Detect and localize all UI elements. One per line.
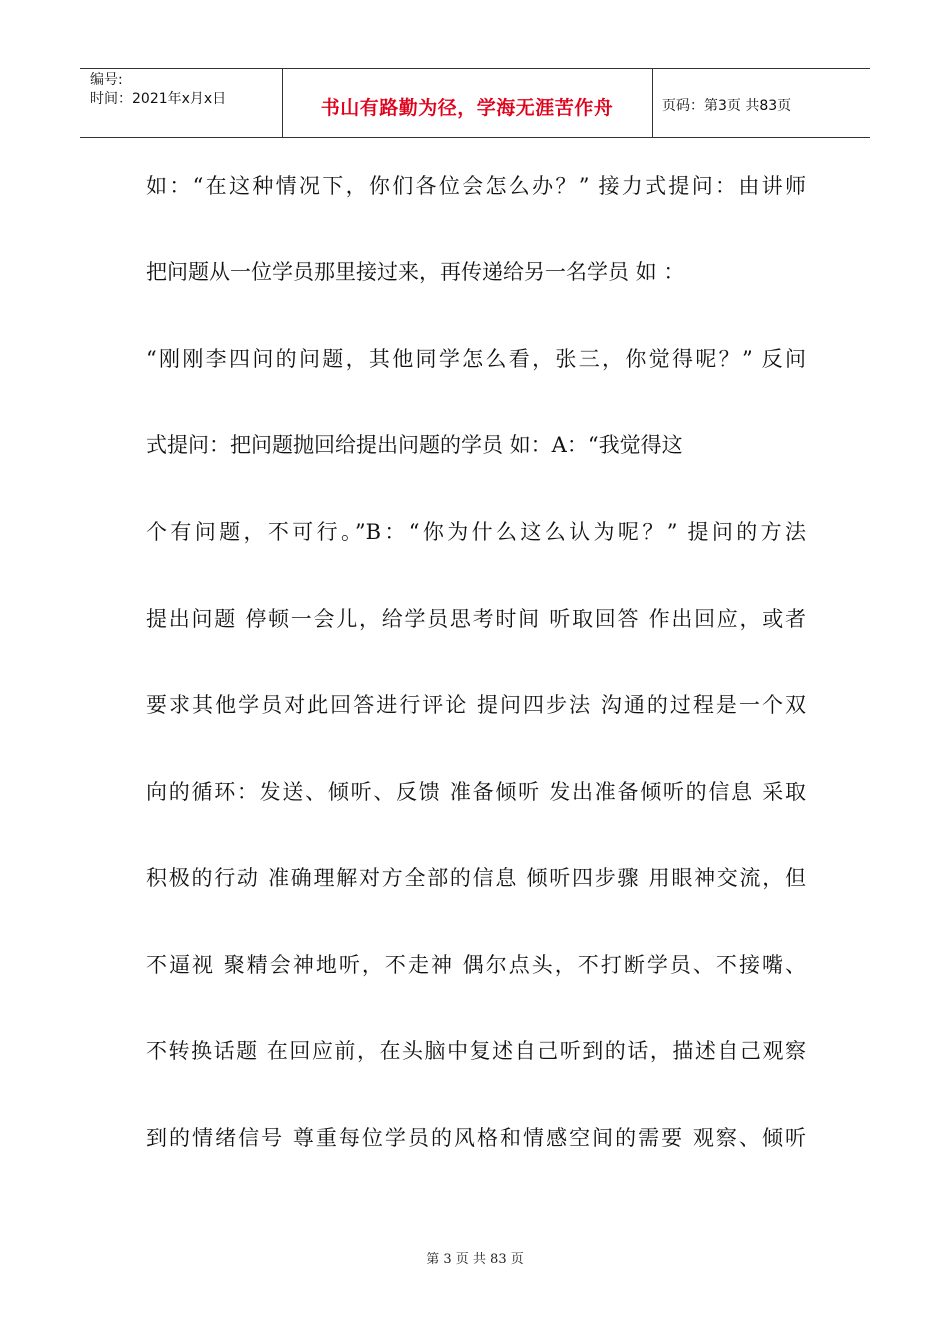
body-line: “刚刚李四问的问题，其他同学怎么看，张三，你觉得呢？” 反问 xyxy=(146,347,806,371)
body-line: 到的情绪信号 尊重每位学员的风格和情感空间的需要 观察、倾听 xyxy=(146,1126,806,1150)
body-line: 不转换话题 在回应前，在头脑中复述自己听到的话，描述自己观察 xyxy=(146,1039,806,1063)
document-date-label: 时间：2021年x月x日 xyxy=(90,91,227,107)
page-header xyxy=(80,68,870,138)
body-line: 不逼视 聚精会神地听，不走神 偶尔点头，不打断学员、不接嘴、 xyxy=(146,953,806,977)
body-line: 如：“在这种情况下，你们各位会怎么办？” 接力式提问：由讲师 xyxy=(146,174,806,198)
header-page-info: 页码：第3页 共83页 xyxy=(662,98,792,114)
body-line: 向的循环：发送、倾听、反馈 准备倾听 发出准备倾听的信息 采取 xyxy=(146,780,806,804)
header-page-cell xyxy=(652,69,870,137)
header-motto: 书山有路勤为径，学海无涯苦作舟 xyxy=(320,97,614,119)
body-line: 式提问：把问题抛回给提出问题的学员 如：A：“我觉得这 xyxy=(146,433,683,457)
body-line: 积极的行动 准确理解对方全部的信息 倾听四步骤 用眼神交流，但 xyxy=(146,866,806,890)
header-motto-cell xyxy=(282,69,653,137)
header-meta-cell xyxy=(80,69,283,137)
body-line: 把问题从一位学员那里接过来，再传递给另一名学员 如 ： xyxy=(146,260,685,284)
body-line: 要求其他学员对此回答进行评论 提问四步法 沟通的过程是一个双 xyxy=(146,693,806,717)
page-footer: 第 3 页 共 83 页 xyxy=(426,1252,524,1267)
body-line: 提出问题 停顿一会儿，给学员思考时间 听取回答 作出回应，或者 xyxy=(146,607,806,631)
body-line: 个有问题，不可行。”B：“你为什么这么认为呢？” 提问的方法 xyxy=(146,520,806,544)
document-number-label: 编号: xyxy=(90,72,123,88)
